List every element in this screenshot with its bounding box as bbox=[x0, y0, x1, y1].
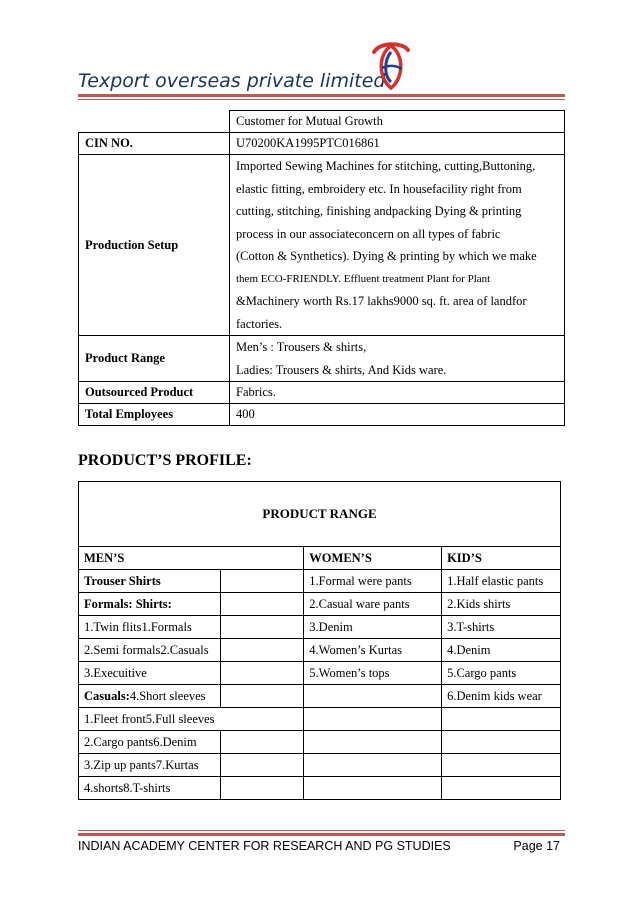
tagline-cell: Customer for Mutual Growth bbox=[230, 111, 565, 133]
table-row: 4.shorts8.T-shirts bbox=[79, 777, 561, 800]
header-rule-thin bbox=[78, 99, 565, 100]
footer-rule bbox=[78, 833, 565, 836]
header-rule bbox=[78, 94, 565, 97]
table-row: 1.Twin flits1.Formals 3.Denim 3.T-shirts bbox=[79, 616, 561, 639]
company-logo-icon bbox=[370, 38, 412, 94]
table-row: 3.Execuitive 5.Women’s tops 5.Cargo pants bbox=[79, 662, 561, 685]
employees-label: Total Employees bbox=[79, 404, 230, 426]
outsourced-value: Fabrics. bbox=[230, 382, 565, 404]
production-setup-text: Imported Sewing Machines for stitching, cutting,Buttoning, elastic fitting, embroidery etc. In housefacility right from cutting, stitching, finishing andpacking Dying & printing process in our associateconcern on all types of fabric (Cotton & Synthetics). Dying & printing by which we make them ECO-FRIENDLY. Effluent treatment Plant for Plant &Machinery worth Rs.17 lakhs9000 sq. ft. area of landfor factories. bbox=[230, 155, 565, 336]
table-row: 1.Fleet front5.Full sleeves bbox=[79, 708, 561, 731]
table-row: Formals: Shirts: 2.Casual ware pants 2.Kids shirts bbox=[79, 593, 561, 616]
product-range-text: Men’s : Trousers & shirts, Ladies: Trousers & shirts, And Kids ware. bbox=[230, 336, 565, 382]
footer-rule-thin bbox=[78, 830, 565, 831]
column-men: MEN’S bbox=[79, 547, 304, 570]
product-profile-table bbox=[78, 481, 561, 800]
cin-value: U70200KA1995PTC016861 bbox=[230, 133, 565, 155]
cin-label: CIN NO. bbox=[79, 133, 230, 155]
table-row: 2.Semi formals2.Casuals 4.Women’s Kurtas 4.Denim bbox=[79, 639, 561, 662]
product-range-label: Product Range bbox=[79, 336, 230, 382]
table-row: Casuals:4.Short sleeves 6.Denim kids wear bbox=[79, 685, 561, 708]
table-row: Trouser Shirts 1.Formal were pants 1.Half elastic pants bbox=[79, 570, 561, 593]
company-info-table bbox=[78, 110, 565, 426]
page-number: Page 17 bbox=[513, 839, 560, 853]
product-range-title: PRODUCT RANGE bbox=[79, 482, 561, 547]
table-row: 2.Cargo pants6.Denim bbox=[79, 731, 561, 754]
outsourced-label: Outsourced Product bbox=[79, 382, 230, 404]
company-title: Texport overseas private limited bbox=[78, 70, 386, 92]
production-setup-label: Production Setup bbox=[79, 155, 230, 336]
footer-institution: INDIAN ACADEMY CENTER FOR RESEARCH AND PG STUDIES bbox=[78, 839, 451, 853]
section-heading: PRODUCT’S PROFILE: bbox=[78, 452, 252, 469]
employees-value: 400 bbox=[230, 404, 565, 426]
table-row: 3.Zip up pants7.Kurtas bbox=[79, 754, 561, 777]
column-women: WOMEN’S bbox=[304, 547, 442, 570]
column-kids: KID’S bbox=[442, 547, 561, 570]
